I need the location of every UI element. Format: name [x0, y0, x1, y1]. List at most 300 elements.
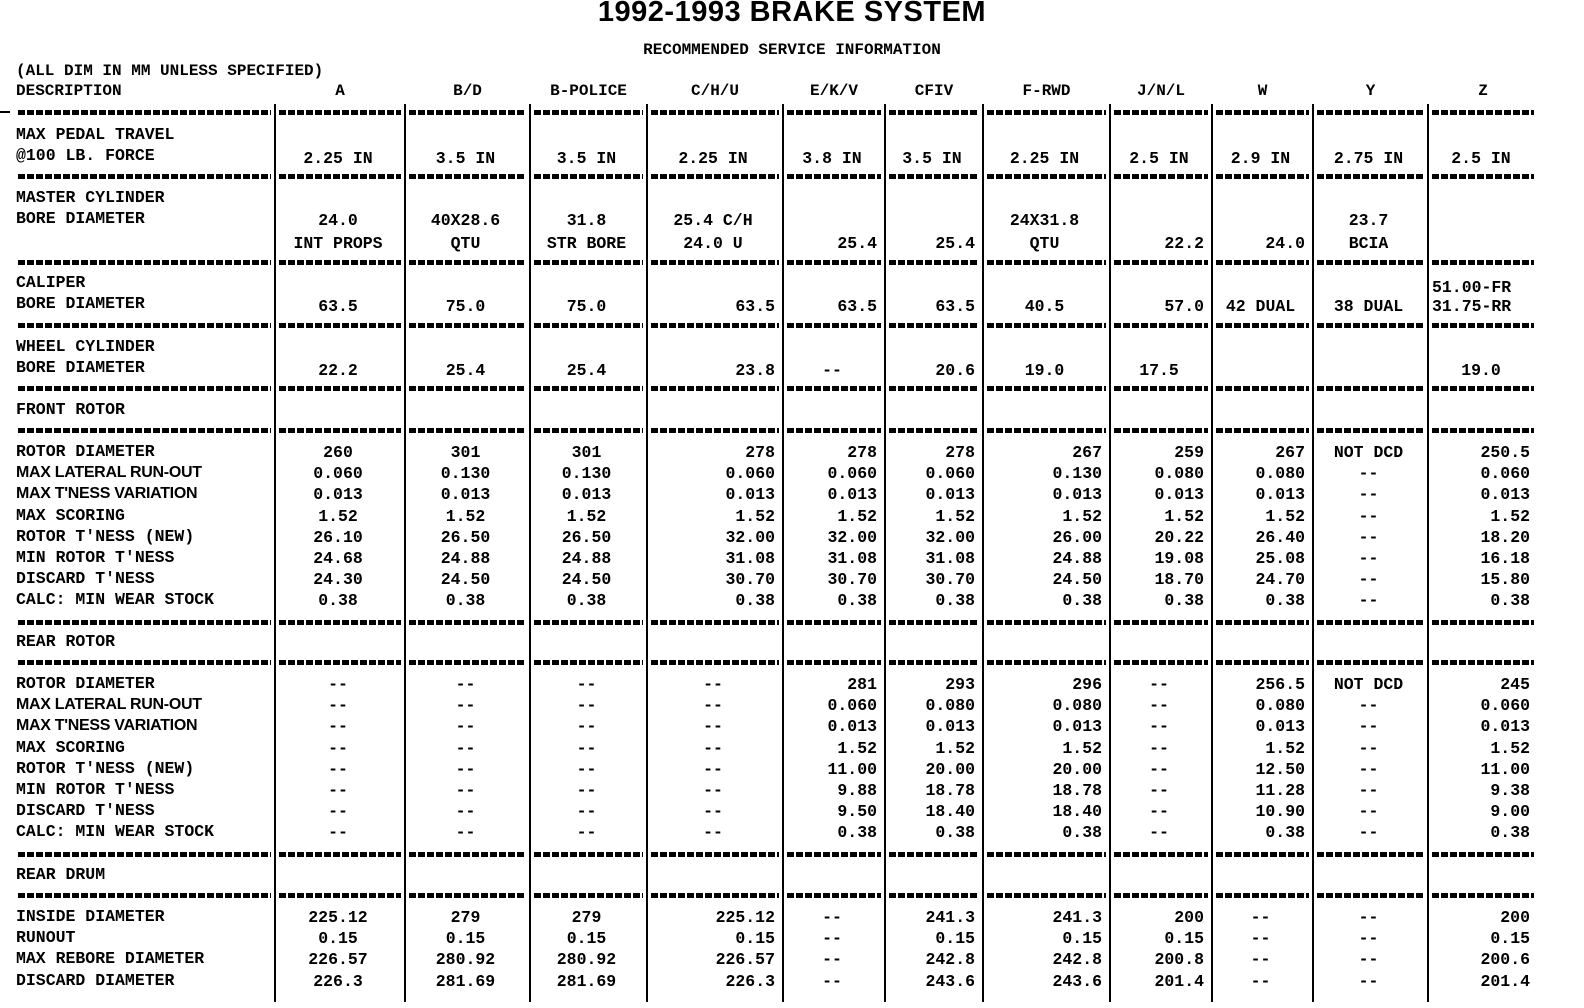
separator-dashes — [1317, 893, 1424, 898]
row-label: ROTOR DIAMETER — [16, 442, 155, 461]
rear-drum-value: -- — [822, 950, 842, 970]
front-rotor-value: 1.52 — [735, 506, 775, 526]
rear-rotor-value: 296 — [1072, 675, 1102, 694]
separator-dashes — [987, 110, 1106, 115]
rear-rotor-value: NOT DCD — [1333, 675, 1404, 694]
front-rotor-value: 0.130 — [1052, 464, 1102, 484]
separator-dashes — [1114, 323, 1208, 328]
separator-dashes — [409, 428, 526, 433]
rear-rotor-value: 0.080 — [1255, 696, 1305, 716]
rear-rotor-value: 18.78 — [1052, 781, 1102, 800]
separator-dashes — [1317, 428, 1424, 433]
rear-drum-value: 226.57 — [308, 950, 368, 970]
rear-rotor-value: 281 — [847, 675, 877, 694]
column-header: CFIV — [914, 82, 954, 100]
front-rotor-value: 1.52 — [566, 506, 607, 526]
pedal-travel-value: 3.5 IN — [435, 149, 496, 168]
separator-dashes — [1216, 174, 1309, 179]
separator-dashes — [787, 260, 881, 265]
front-rotor-value: 32.00 — [725, 527, 775, 547]
caliper-bore-value: 42 DUAL — [1225, 297, 1296, 316]
separator-dashes — [787, 386, 881, 391]
separator-dashes — [1216, 323, 1309, 328]
rear-rotor-value: -- — [1358, 802, 1379, 822]
front-rotor-value: 30.70 — [925, 570, 975, 590]
front-rotor-value: 1.52 — [1490, 506, 1530, 526]
front-rotor-value: 260 — [323, 443, 353, 462]
pedal-travel-value: 2.9 IN — [1230, 149, 1291, 168]
rear-drum-value: -- — [1250, 971, 1271, 991]
rear-rotor-value: 12.50 — [1255, 759, 1305, 779]
front-rotor-value: 0.013 — [313, 485, 363, 505]
separator-dashes — [279, 852, 401, 857]
rear-rotor-value: -- — [703, 675, 723, 694]
rear-rotor-value: -- — [1149, 675, 1169, 694]
front-rotor-value: 20.22 — [1154, 527, 1204, 547]
row-label: DISCARD T'NESS — [16, 801, 155, 821]
column-header: B-POLICE — [550, 82, 627, 100]
rear-drum-value: 243.6 — [925, 971, 975, 991]
front-rotor-value: -- — [1358, 570, 1379, 590]
front-rotor-value: 1.52 — [837, 506, 877, 526]
front-rotor-value: 24.50 — [1052, 570, 1102, 590]
rear-rotor-value: 0.080 — [925, 696, 975, 716]
front-rotor-value: 26.10 — [313, 527, 363, 547]
rear-rotor-value: 1.52 — [837, 738, 877, 758]
separator-dashes — [1114, 893, 1208, 898]
front-rotor-value: 1.52 — [1164, 506, 1204, 526]
master-cylinder-value: 24.0 U — [683, 234, 743, 253]
rear-rotor-value: 1.52 — [1062, 738, 1102, 758]
rear-rotor-value: 18.78 — [925, 781, 975, 800]
row-label: RUNOUT — [16, 928, 76, 948]
separator-dashes — [1432, 260, 1534, 265]
rear-drum-value: 241.3 — [925, 908, 975, 927]
front-rotor-value: -- — [1358, 485, 1379, 505]
rear-rotor-value: 11.28 — [1255, 781, 1305, 800]
front-rotor-value: 0.38 — [1265, 591, 1305, 611]
rear-rotor-value: -- — [455, 675, 476, 694]
front-rotor-value: 24.70 — [1255, 570, 1305, 590]
separator-dashes — [987, 174, 1106, 179]
rear-drum-value: 281.69 — [435, 971, 496, 991]
rear-drum-value: 200.8 — [1154, 950, 1204, 970]
separator-dashes — [409, 110, 526, 115]
rear-rotor-value: 9.50 — [837, 802, 877, 822]
front-rotor-value: 15.80 — [1480, 570, 1530, 590]
wheel-cylinder-value: 23.8 — [735, 361, 775, 380]
front-rotor-value: 24.50 — [440, 570, 491, 590]
rear-drum-value: -- — [822, 971, 842, 991]
separator-dashes — [987, 260, 1106, 265]
pedal-travel-value: 2.5 IN — [1129, 149, 1189, 168]
separator-dashes — [889, 660, 979, 665]
separator-dashes — [987, 386, 1106, 391]
separator-dashes — [651, 174, 779, 179]
rear-rotor-value: 0.38 — [1490, 823, 1530, 843]
rear-rotor-value: 0.080 — [1052, 696, 1102, 716]
pedal-travel-value: 2.5 IN — [1451, 149, 1511, 168]
rear-rotor-value: -- — [328, 696, 348, 716]
rear-drum-value: 280.92 — [435, 950, 496, 970]
rear-rotor-value: 0.013 — [827, 717, 877, 737]
row-label: DISCARD DIAMETER — [16, 970, 175, 990]
separator-dashes — [1432, 428, 1534, 433]
rear-rotor-value: -- — [703, 781, 723, 800]
separator-dashes — [1114, 260, 1208, 265]
rear-drum-value: -- — [822, 929, 842, 949]
column-divider — [982, 104, 984, 1002]
column-divider — [274, 104, 276, 1002]
front-rotor-value: 0.013 — [725, 485, 775, 505]
row-label: DISCARD T'NESS — [16, 569, 155, 589]
separator-dashes — [409, 174, 526, 179]
rear-rotor-value: -- — [1358, 696, 1379, 716]
rear-rotor-value: 18.40 — [925, 802, 975, 822]
separator-dashes — [987, 893, 1106, 898]
rear-drum-value: 242.8 — [1052, 950, 1102, 970]
front-rotor-value: 0.013 — [1255, 485, 1305, 505]
rear-rotor-value: -- — [576, 781, 597, 800]
front-rotor-value: 0.013 — [1480, 485, 1530, 505]
separator-dashes — [409, 323, 526, 328]
separator-dashes — [1114, 428, 1208, 433]
front-rotor-value: 278 — [847, 443, 877, 462]
column-divider — [646, 104, 648, 1002]
separator-dashes — [1216, 852, 1309, 857]
caliper-bore-value: 57.0 — [1164, 297, 1204, 316]
separator-dashes — [651, 260, 779, 265]
rear-drum-value: 0.15 — [735, 929, 775, 949]
front-rotor-value: 26.40 — [1255, 527, 1305, 547]
front-rotor-value: 267 — [1275, 443, 1305, 462]
rear-rotor-value: -- — [703, 717, 723, 737]
pedal-travel-value: 2.25 IN — [678, 149, 748, 168]
rear-rotor-value: -- — [1149, 759, 1169, 779]
rear-drum-value: 225.12 — [308, 908, 368, 927]
column-header: F-RWD — [1022, 82, 1071, 100]
rear-drum-value: 226.3 — [725, 971, 775, 991]
rear-rotor-value: 0.38 — [935, 823, 975, 843]
separator-dashes — [1216, 386, 1309, 391]
separator-dashes — [889, 852, 979, 857]
front-rotor-value: 0.060 — [1480, 464, 1530, 484]
rear-drum-value: 0.15 — [1164, 929, 1204, 949]
separator-dashes — [409, 893, 526, 898]
front-rotor-value: 0.060 — [925, 464, 975, 484]
front-rotor-value: 24.30 — [313, 570, 363, 590]
pedal-travel-value: 3.5 IN — [902, 149, 962, 168]
rear-rotor-value: 9.00 — [1490, 802, 1530, 822]
master-cylinder-value: 25.4 C/H — [673, 211, 753, 230]
rear-rotor-value: -- — [1149, 823, 1169, 843]
separator-dashes — [787, 660, 881, 665]
wheel-cylinder-value: 19.0 — [1024, 361, 1065, 380]
separator-dashes — [534, 428, 643, 433]
separator-dashes — [1216, 620, 1309, 625]
rear-drum-value: 242.8 — [925, 950, 975, 970]
column-header: Z — [1478, 82, 1488, 100]
separator-dashes — [1114, 660, 1208, 665]
page-title: 1992-1993 BRAKE SYSTEM — [597, 0, 987, 28]
column-header: Y — [1365, 82, 1376, 100]
rear-rotor-value: -- — [576, 717, 597, 737]
separator-dashes — [889, 323, 979, 328]
separator-dashes — [18, 660, 271, 665]
master-cylinder-value: 40X28.6 — [430, 211, 501, 230]
rear-drum-value: 200 — [1500, 908, 1530, 927]
separator-dashes — [18, 893, 271, 898]
front-rotor-value: NOT DCD — [1333, 443, 1404, 462]
front-rotor-value: 1.52 — [445, 506, 486, 526]
separator-dashes — [279, 174, 401, 179]
rear-rotor-value: -- — [576, 823, 597, 843]
front-rotor-value: 0.38 — [735, 591, 775, 611]
separator-dashes — [1317, 620, 1424, 625]
front-rotor-value: 26.50 — [561, 527, 612, 547]
master-cylinder-value: 22.2 — [1164, 234, 1204, 253]
rear-drum-value: 201.4 — [1154, 971, 1204, 991]
front-rotor-value: 0.38 — [1164, 591, 1204, 611]
separator-dashes — [787, 110, 881, 115]
row-label: MASTER CYLINDER — [16, 188, 165, 207]
rear-rotor-value: -- — [576, 738, 597, 758]
separator-dashes — [534, 660, 643, 665]
rear-rotor-value: 0.38 — [837, 823, 877, 843]
front-rotor-value: 0.060 — [725, 464, 775, 484]
front-rotor-value: 0.38 — [318, 591, 358, 611]
pedal-travel-value: 2.75 IN — [1333, 149, 1404, 168]
caliper-bore-value: 51.00-FR — [1432, 278, 1512, 297]
front-rotor-value: 278 — [745, 443, 775, 462]
front-rotor-value: 278 — [945, 443, 975, 462]
rear-rotor-value: 0.060 — [827, 696, 877, 716]
rear-drum-value: -- — [822, 908, 842, 927]
row-label: BORE DIAMETER — [16, 294, 145, 313]
separator-dashes — [1317, 110, 1424, 115]
separator-dashes — [651, 323, 779, 328]
separator-dashes — [18, 428, 271, 433]
rear-rotor-value: -- — [576, 759, 597, 779]
rear-drum-value: -- — [1358, 971, 1379, 991]
rear-rotor-value: -- — [455, 717, 476, 737]
rear-drum-value: 226.57 — [715, 950, 775, 970]
separator-dashes — [279, 260, 401, 265]
master-cylinder-value: 24.0 — [318, 211, 358, 230]
rear-rotor-value: 256.5 — [1255, 675, 1305, 694]
rear-rotor-value: -- — [328, 759, 348, 779]
row-label: MIN ROTOR T'NESS — [16, 548, 175, 567]
rear-drum-value: 280.92 — [556, 950, 617, 970]
separator-dashes — [1317, 323, 1424, 328]
separator-dashes — [787, 323, 881, 328]
separator-dashes — [1114, 620, 1208, 625]
separator-dashes — [279, 620, 401, 625]
rear-rotor-value: -- — [1358, 738, 1379, 758]
separator-dashes — [1317, 852, 1424, 857]
master-cylinder-value: 24.0 — [1265, 234, 1305, 253]
front-rotor-value: 0.080 — [1154, 464, 1204, 484]
front-rotor-value: 1.52 — [935, 506, 975, 526]
pedal-travel-value: 2.25 IN — [1009, 149, 1080, 168]
rear-rotor-value: 0.38 — [1062, 823, 1102, 843]
caliper-bore-value: 63.5 — [935, 297, 975, 316]
row-label: MAX T'NESS VARIATION — [16, 717, 198, 735]
rear-rotor-value: -- — [328, 675, 348, 694]
separator-dashes — [787, 893, 881, 898]
separator-dashes — [651, 893, 779, 898]
front-rotor-value: 301 — [571, 443, 602, 462]
rear-rotor-value: 1.52 — [1265, 738, 1305, 758]
front-rotor-value: 24.88 — [1052, 549, 1102, 568]
separator-dashes — [1216, 428, 1309, 433]
master-cylinder-value: INT PROPS — [293, 234, 383, 253]
front-rotor-value: 1.52 — [1062, 506, 1102, 526]
rear-drum-value: 201.4 — [1480, 971, 1530, 991]
front-rotor-value: -- — [1358, 549, 1379, 568]
separator-dashes — [987, 660, 1106, 665]
separator-dashes — [534, 110, 643, 115]
front-rotor-value: 0.130 — [561, 464, 612, 484]
column-divider — [1427, 104, 1429, 1002]
rear-drum-value: -- — [1358, 929, 1379, 949]
separator-dashes — [279, 660, 401, 665]
rear-rotor-value: 0.013 — [1052, 717, 1102, 737]
row-label: CALIPER — [16, 273, 86, 292]
master-cylinder-value: 25.4 — [935, 234, 975, 253]
rear-drum-value: 279 — [450, 908, 481, 927]
separator-dashes — [1317, 174, 1424, 179]
separator-dashes — [889, 174, 979, 179]
front-rotor-value: 31.08 — [827, 549, 877, 568]
pedal-travel-value: 3.8 IN — [802, 149, 862, 168]
front-rotor-value: 31.08 — [925, 549, 975, 568]
separator-dashes — [987, 428, 1106, 433]
front-rotor-value: 0.060 — [313, 464, 363, 484]
column-header: B/D — [453, 82, 482, 100]
row-label: MIN ROTOR T'NESS — [16, 780, 175, 799]
rear-rotor-value: -- — [703, 802, 723, 822]
pedal-travel-value: 3.5 IN — [556, 149, 617, 168]
caliper-bore-value: 63.5 — [318, 297, 358, 316]
front-rotor-value: 0.130 — [440, 464, 491, 484]
rear-rotor-value: 10.90 — [1255, 802, 1305, 822]
separator-dashes — [787, 620, 881, 625]
rear-rotor-value: -- — [455, 738, 476, 758]
separator-dashes — [534, 852, 643, 857]
column-header: C/H/U — [690, 82, 739, 100]
column-divider — [782, 104, 784, 1002]
separator-dashes — [1432, 174, 1534, 179]
column-header: DESCRIPTION — [16, 82, 122, 100]
rear-rotor-value: -- — [455, 823, 476, 843]
row-label: BORE DIAMETER — [16, 358, 145, 377]
rear-rotor-value: -- — [1358, 759, 1379, 779]
rear-drum-value: 241.3 — [1052, 908, 1102, 927]
rear-drum-value: 200 — [1174, 908, 1204, 927]
front-rotor-value: -- — [1358, 464, 1379, 484]
front-rotor-value: 0.38 — [1062, 591, 1102, 611]
separator-dashes — [534, 323, 643, 328]
separator-dashes — [1317, 386, 1424, 391]
separator-dashes — [1432, 852, 1534, 857]
separator-dashes — [409, 660, 526, 665]
separator-dashes — [787, 428, 881, 433]
rear-drum-value: -- — [1250, 950, 1271, 970]
separator-dashes — [409, 852, 526, 857]
front-rotor-value: 1.52 — [1265, 506, 1305, 526]
master-cylinder-value: 24X31.8 — [1009, 211, 1080, 230]
caliper-bore-value: 75.0 — [566, 297, 607, 316]
separator-dashes — [651, 386, 779, 391]
wheel-cylinder-value: 25.4 — [445, 361, 486, 380]
rear-rotor-value: 20.00 — [925, 759, 975, 779]
separator-dashes — [1114, 386, 1208, 391]
master-cylinder-value: BCIA — [1348, 234, 1389, 253]
caliper-bore-value: 63.5 — [735, 297, 775, 316]
row-label: ROTOR T'NESS (NEW) — [16, 526, 195, 546]
master-cylinder-value: 25.4 — [837, 234, 877, 253]
row-label: MAX LATERAL RUN-OUT — [16, 464, 202, 482]
section-heading: FRONT ROTOR — [16, 400, 125, 419]
row-label: ROTOR T'NESS (NEW) — [16, 758, 195, 778]
front-rotor-value: 0.38 — [935, 591, 975, 611]
row-label: MAX SCORING — [16, 505, 125, 525]
rear-rotor-value: -- — [328, 717, 348, 737]
separator-dashes — [18, 323, 271, 328]
rear-rotor-value: 1.52 — [1490, 738, 1530, 758]
wheel-cylinder-value: 20.6 — [935, 361, 975, 380]
rear-rotor-value: -- — [455, 696, 476, 716]
separator-dashes — [1432, 386, 1534, 391]
row-label: ROTOR DIAMETER — [16, 674, 155, 693]
separator-dashes — [987, 323, 1106, 328]
front-rotor-value: 25.08 — [1255, 549, 1305, 568]
rear-rotor-value: 0.060 — [1480, 696, 1530, 716]
front-rotor-value: 0.38 — [1490, 591, 1530, 611]
section-heading: REAR DRUM — [16, 865, 106, 884]
separator-dashes — [1432, 660, 1534, 665]
front-rotor-value: 250.5 — [1480, 443, 1530, 462]
separator-dashes — [534, 386, 643, 391]
wheel-cylinder-value: 19.0 — [1461, 361, 1501, 380]
section-heading: REAR ROTOR — [16, 632, 116, 651]
front-rotor-value: 0.080 — [1255, 464, 1305, 484]
front-rotor-value: 26.50 — [440, 527, 491, 547]
separator-dashes — [279, 428, 401, 433]
rear-rotor-value: -- — [1149, 717, 1169, 737]
column-divider — [1312, 104, 1314, 1002]
separator-dashes — [987, 620, 1106, 625]
rear-drum-value: 279 — [571, 908, 602, 927]
front-rotor-value: 0.013 — [561, 485, 612, 505]
caliper-bore-value: 38 DUAL — [1333, 297, 1404, 316]
front-rotor-value: 0.013 — [925, 485, 975, 505]
front-rotor-value: 0.013 — [827, 485, 877, 505]
rear-rotor-value: 245 — [1500, 675, 1530, 694]
separator-dashes — [279, 893, 401, 898]
rear-drum-value: 0.15 — [935, 929, 975, 949]
rear-rotor-value: 1.52 — [935, 738, 975, 758]
master-cylinder-value: 23.7 — [1348, 211, 1389, 230]
rear-rotor-value: -- — [1149, 696, 1169, 716]
row-label: CALC: MIN WEAR STOCK — [16, 822, 215, 842]
separator-dashes — [534, 893, 643, 898]
column-header: E/K/V — [809, 82, 858, 100]
front-rotor-value: 18.20 — [1480, 527, 1530, 547]
separator-dashes — [889, 386, 979, 391]
separator-dashes — [534, 620, 643, 625]
